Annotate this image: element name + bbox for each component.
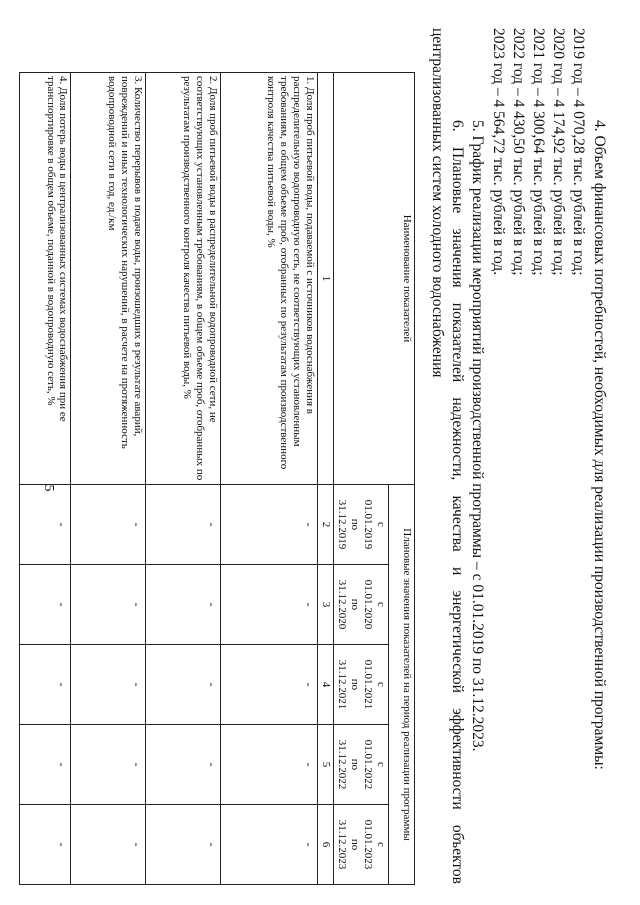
indicator-value: - bbox=[20, 725, 72, 805]
indicator-value: - bbox=[20, 805, 72, 885]
indicator-value: - bbox=[146, 485, 221, 565]
column-number: 4 bbox=[318, 645, 334, 725]
indicator-value: - bbox=[220, 645, 318, 725]
heading-word: 6. bbox=[449, 120, 466, 132]
heading-word: качества bbox=[449, 495, 466, 552]
indicator-value: - bbox=[220, 805, 318, 885]
column-number: 6 bbox=[318, 805, 334, 885]
indicator-value: - bbox=[20, 645, 72, 725]
indicator-value: - bbox=[220, 485, 318, 565]
financial-year-line: 2023 год – 4 564,72 тыс. рублей в год. bbox=[490, 28, 507, 276]
section-6-heading-line2: централизованных систем холодного водоснабжения bbox=[429, 28, 446, 378]
period-end: 31.12.2023 bbox=[336, 819, 349, 870]
indicator-value: - bbox=[146, 805, 221, 885]
indicator-label: 2. Доля проб питьевой воды в распределительной водопроводной сети, не соответствующих установленным требованиям, в общем объеме проб, отобранных по результатам производственного контроля качества питьевой воды, % bbox=[146, 73, 221, 485]
indicator-value: - bbox=[20, 485, 72, 565]
period-header bbox=[334, 485, 389, 565]
table-row bbox=[20, 73, 72, 885]
indicator-value: - bbox=[71, 725, 146, 805]
table-row bbox=[220, 73, 318, 885]
indicator-value: - bbox=[71, 645, 146, 725]
heading-word: эффективности bbox=[449, 708, 466, 810]
period-end: 31.12.2022 bbox=[336, 739, 349, 790]
indicator-value: - bbox=[146, 645, 221, 725]
financial-needs-title: 4. Объем финансовых потребностей, необходимых для реализации производственной программы: bbox=[591, 120, 608, 770]
section-5-schedule: 5. График реализации мероприятий производственной программы – с 01.01.2019 по 31.12.2023. bbox=[469, 120, 486, 752]
financial-year-line: 2022 год – 4 430,50 тыс. рублей в год; bbox=[510, 28, 527, 276]
table-row bbox=[71, 73, 146, 885]
heading-word: и bbox=[449, 566, 466, 576]
period-from: с bbox=[375, 522, 387, 527]
period-start: 01.01.2023 bbox=[362, 819, 375, 870]
period-mid: по bbox=[349, 838, 362, 851]
heading-word: объектов bbox=[449, 824, 466, 884]
indicator-label: 3. Количество перерывов в подаче воды, произошедших в результате аварий, повреждений и иных технологических нарушений, в расчете на протяженность водопроводной сети в год, ед./км bbox=[71, 73, 146, 485]
period-mid: по bbox=[349, 518, 362, 531]
period-mid: по bbox=[349, 598, 362, 611]
heading-word: значения bbox=[449, 228, 466, 288]
indicator-value: - bbox=[220, 725, 318, 805]
indicator-value: - bbox=[71, 805, 146, 885]
indicator-value: - bbox=[220, 565, 318, 645]
period-start: 01.01.2021 bbox=[362, 659, 375, 710]
indicators-table bbox=[19, 72, 415, 885]
column-number: 5 bbox=[318, 725, 334, 805]
period-from: с bbox=[375, 842, 387, 847]
heading-word: Плановые bbox=[449, 146, 466, 214]
indicator-name-header: Наименование показателей bbox=[334, 73, 415, 485]
indicator-label: 4. Доля потерь воды в централизованных системах водоснабжения при ее транспортировке в общем объеме, поданной в водопроводную сеть, % bbox=[20, 73, 72, 485]
page-number: 5 bbox=[41, 484, 56, 492]
period-start: 01.01.2020 bbox=[362, 579, 375, 630]
period-end: 31.12.2019 bbox=[336, 499, 349, 550]
indicator-value: - bbox=[71, 485, 146, 565]
financial-year-line: 2021 год – 4 300,64 тыс. рублей в год; bbox=[530, 28, 547, 276]
period-mid: по bbox=[349, 678, 362, 691]
indicator-value: - bbox=[146, 725, 221, 805]
table-row bbox=[146, 73, 221, 885]
period-from: с bbox=[375, 682, 387, 687]
indicator-value: - bbox=[20, 565, 72, 645]
period-from: с bbox=[375, 602, 387, 607]
period-start: 01.01.2019 bbox=[362, 499, 375, 550]
indicator-value: - bbox=[146, 565, 221, 645]
financial-year-line: 2019 год – 4 070,28 тыс. рублей в год; bbox=[570, 28, 587, 276]
column-number: 3 bbox=[318, 565, 334, 645]
planned-values-header: Плановые значения показателей на период реализации программы bbox=[389, 485, 415, 885]
period-header bbox=[334, 725, 389, 805]
heading-word: показателей bbox=[449, 302, 466, 383]
indicator-value: - bbox=[71, 565, 146, 645]
column-number: 1 bbox=[318, 73, 334, 485]
heading-word: энергетической bbox=[449, 590, 466, 693]
period-header bbox=[334, 565, 389, 645]
period-header bbox=[334, 645, 389, 725]
period-end: 31.12.2020 bbox=[336, 579, 349, 630]
column-number: 2 bbox=[318, 485, 334, 565]
section-6-heading-line1 bbox=[448, 120, 466, 884]
period-header bbox=[334, 805, 389, 885]
heading-word: надежности, bbox=[449, 397, 466, 481]
period-start: 01.01.2022 bbox=[362, 739, 375, 790]
period-mid: по bbox=[349, 758, 362, 771]
period-from: с bbox=[375, 762, 387, 767]
financial-year-line: 2020 год – 4 174,92 тыс. рублей в год; bbox=[550, 28, 567, 276]
period-end: 31.12.2021 bbox=[336, 659, 349, 710]
indicator-label: 1. Доля проб питьевой воды, подаваемой с источников водоснабжения в распределительную водопроводную сеть, не соответствующих установленным требованиям, в общем объеме проб, отобранных по результатам производственного контроля качества питьевой воды, % bbox=[220, 73, 318, 485]
